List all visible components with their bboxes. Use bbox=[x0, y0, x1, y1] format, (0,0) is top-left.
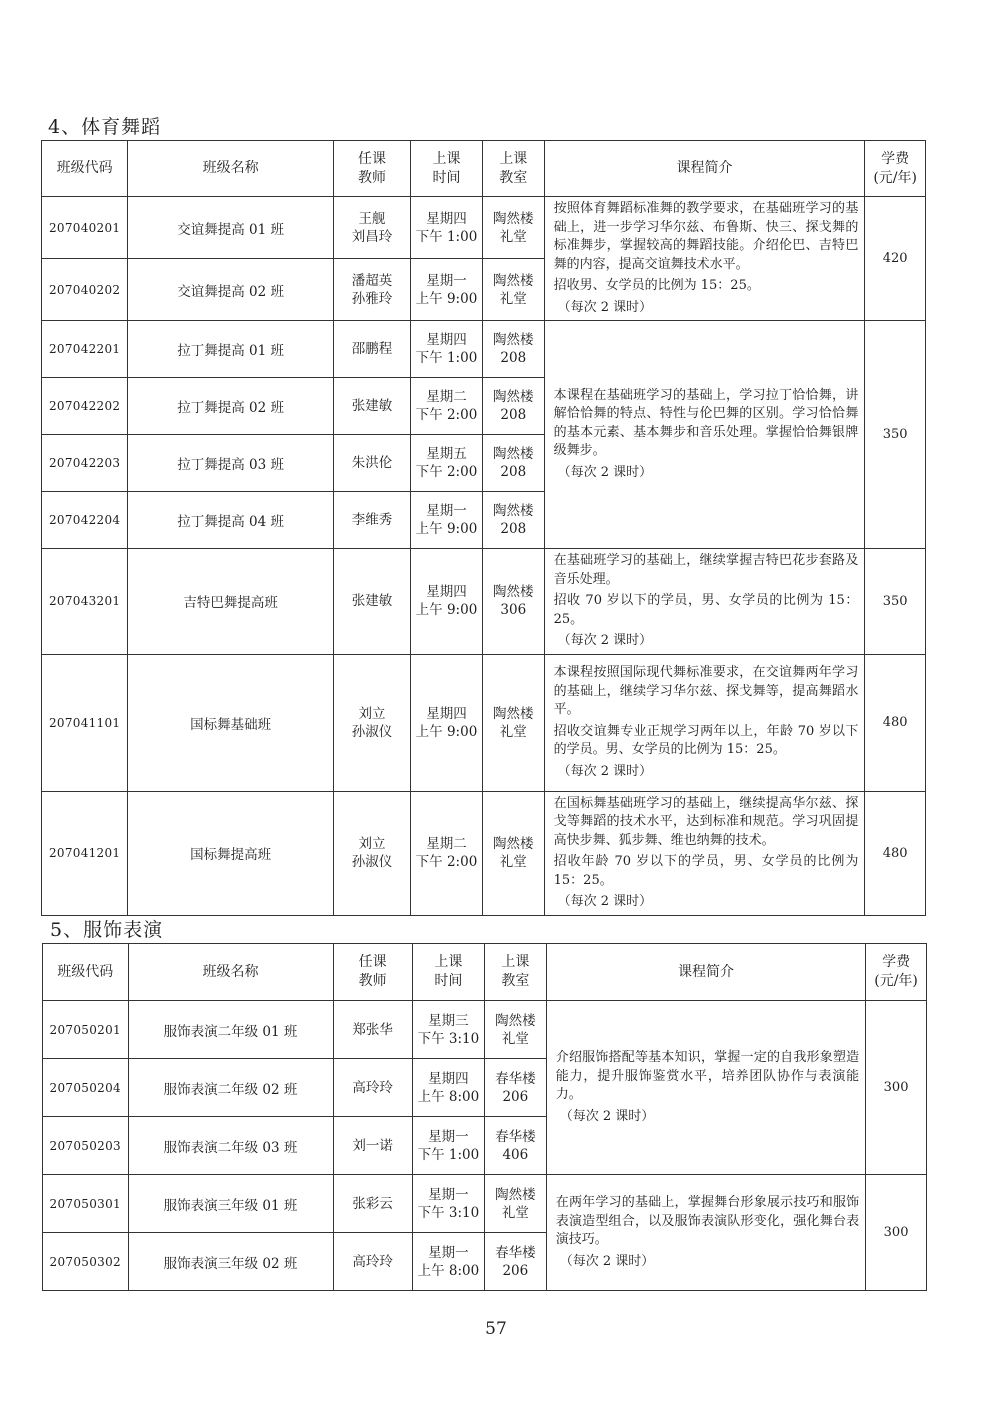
course-intro-paragraph: 招收交谊舞专业正规学习两年以上，年龄 70 岁以下的学员。男、女学员的比例为 15：25。 bbox=[553, 723, 859, 757]
class-time-cell-line: 星期一 bbox=[426, 272, 467, 289]
table-header-row bbox=[42, 141, 926, 197]
teacher-cell bbox=[333, 654, 410, 791]
table-row bbox=[42, 654, 926, 791]
header-fee: 学费 (元/年) bbox=[865, 141, 926, 197]
section-title-fashion-show: 5、服饰表演 bbox=[50, 919, 164, 941]
class-code-cell: 207042203 bbox=[42, 435, 128, 492]
class-time-cell-line: 星期四 bbox=[428, 1070, 469, 1087]
class-time-cell-line: 下午 1:00 bbox=[415, 228, 478, 245]
course-intro-cell bbox=[546, 1175, 865, 1291]
classroom-cell bbox=[484, 1001, 546, 1059]
classroom-cell bbox=[484, 1233, 546, 1291]
table-row bbox=[43, 1001, 927, 1059]
header-class-code: 班级代码 bbox=[43, 944, 129, 1001]
class-code-cell: 207042202 bbox=[42, 378, 128, 435]
class-time-cell bbox=[411, 654, 483, 791]
course-intro-cell bbox=[546, 1001, 865, 1175]
course-intro-note: （每次 2 课时） bbox=[557, 464, 653, 480]
classroom-cell-line: 208 bbox=[500, 407, 527, 423]
course-intro-paragraph: 在基础班学习的基础上，继续掌握吉特巴花步套路及音乐处理。 bbox=[553, 553, 859, 587]
teacher-cell-line: 高玲玲 bbox=[352, 1079, 393, 1096]
course-intro-paragraph: 招收男、女学员的比例为 15：25。 bbox=[553, 278, 760, 293]
class-time-cell-line: 上午 9:00 bbox=[415, 723, 478, 740]
header-room: 上课 教室 bbox=[482, 141, 544, 197]
table-row bbox=[43, 1175, 927, 1233]
classroom-cell-line: 陶然楼 bbox=[495, 1186, 536, 1203]
classroom-cell-line: 208 bbox=[500, 464, 527, 480]
classroom-cell-line: 礼堂 bbox=[501, 1030, 529, 1047]
table-row bbox=[42, 197, 926, 259]
teacher-cell bbox=[333, 378, 410, 435]
classroom-cell-line: 春华楼 bbox=[495, 1128, 536, 1145]
course-intro-paragraph: 本课程按照国际现代舞标准要求，在交谊舞两年学习的基础上，继续学习华尔兹、探戈舞等，提高舞蹈水平。 bbox=[553, 665, 859, 717]
teacher-cell-line: 郑张华 bbox=[352, 1021, 393, 1038]
class-code-cell: 207040202 bbox=[42, 259, 128, 321]
classroom-cell-line: 礼堂 bbox=[499, 854, 527, 870]
classroom-cell-line: 208 bbox=[500, 521, 527, 537]
tuition-fee-cell: 300 bbox=[866, 1001, 927, 1175]
class-name-cell: 拉丁舞提高 01 班 bbox=[128, 321, 334, 378]
class-time-cell-line: 星期五 bbox=[426, 446, 467, 462]
class-time-cell-line: 上午 9:00 bbox=[415, 602, 478, 619]
teacher-cell bbox=[333, 492, 410, 549]
header-class-name: 班级名称 bbox=[128, 944, 333, 1001]
course-intro-paragraph: 在两年学习的基础上，掌握舞台形象展示技巧和服饰表演造型组合，以及服饰表演队形变化，强化舞台表演技巧。 bbox=[555, 1195, 860, 1247]
class-time-cell-line: 下午 3:10 bbox=[417, 1204, 480, 1221]
section-title-sports-dance: 4、体育舞蹈 bbox=[48, 116, 162, 138]
class-time-cell bbox=[411, 197, 483, 259]
class-name-cell: 服饰表演二年级 01 班 bbox=[128, 1001, 333, 1059]
course-intro-paragraph: 按照体育舞蹈标准舞的教学要求，在基础班学习的基础上，进一步学习华尔兹、布鲁斯、快三、探戈舞的标准舞步，掌握较高的舞蹈技能。介绍伦巴、吉特巴舞的内容，提高交谊舞技术水平。 bbox=[553, 201, 859, 272]
class-code-cell: 207050201 bbox=[43, 1001, 129, 1059]
header-class-name: 班级名称 bbox=[128, 141, 334, 197]
teacher-cell bbox=[333, 791, 410, 915]
class-name-cell: 国标舞提高班 bbox=[128, 791, 334, 915]
class-name-cell: 拉丁舞提高 02 班 bbox=[128, 378, 334, 435]
course-intro-note: （每次 2 课时） bbox=[559, 1108, 655, 1124]
teacher-cell bbox=[333, 1001, 412, 1059]
teacher-cell-line: 张建敏 bbox=[351, 398, 393, 414]
class-time-cell bbox=[411, 259, 483, 321]
classroom-cell-line: 206 bbox=[502, 1262, 529, 1279]
course-intro-note: （每次 2 课时） bbox=[557, 299, 653, 315]
classroom-cell bbox=[484, 1059, 546, 1117]
class-code-cell: 207041101 bbox=[42, 654, 128, 791]
class-time-cell-line: 星期四 bbox=[426, 332, 467, 348]
header-fee: 学费 (元/年) bbox=[866, 944, 927, 1001]
teacher-cell-line: 孙淑仪 bbox=[351, 854, 393, 870]
tuition-fee-cell: 480 bbox=[865, 654, 926, 791]
teacher-cell-line: 张彩云 bbox=[352, 1195, 393, 1212]
teacher-cell bbox=[333, 1233, 412, 1291]
teacher-cell bbox=[333, 1175, 412, 1233]
teacher-cell-line: 王舰 bbox=[358, 210, 386, 227]
classroom-cell bbox=[484, 1175, 546, 1233]
classroom-cell bbox=[482, 791, 544, 915]
teacher-cell-line: 刘立 bbox=[358, 836, 386, 852]
classroom-cell bbox=[482, 197, 544, 259]
table-row bbox=[42, 791, 926, 915]
class-time-cell bbox=[412, 1233, 484, 1291]
class-time-cell-line: 下午 3:10 bbox=[417, 1030, 480, 1047]
tuition-fee-cell: 350 bbox=[865, 549, 926, 655]
class-time-cell bbox=[412, 1117, 484, 1175]
teacher-cell-line: 刘昌玲 bbox=[351, 228, 393, 245]
class-time-cell bbox=[411, 378, 483, 435]
teacher-cell-line: 张建敏 bbox=[351, 593, 393, 610]
classroom-cell bbox=[482, 378, 544, 435]
course-intro-note: （每次 2 课时） bbox=[557, 633, 653, 648]
class-time-cell-line: 星期一 bbox=[428, 1244, 469, 1261]
classroom-cell-line: 礼堂 bbox=[501, 1204, 529, 1221]
course-intro-paragraph: 招收年龄 70 岁以下的学员，男、女学员的比例为 15：25。 bbox=[553, 854, 859, 888]
header-class-code: 班级代码 bbox=[42, 141, 128, 197]
class-time-cell-line: 上午 8:00 bbox=[417, 1088, 480, 1105]
classroom-cell-line: 陶然楼 bbox=[493, 446, 534, 462]
class-time-cell-line: 星期四 bbox=[426, 584, 467, 601]
class-time-cell bbox=[412, 1175, 484, 1233]
teacher-cell bbox=[333, 321, 410, 378]
class-name-cell: 拉丁舞提高 03 班 bbox=[128, 435, 334, 492]
class-name-cell: 国标舞基础班 bbox=[128, 654, 334, 791]
course-intro-note: （每次 2 课时） bbox=[557, 763, 653, 779]
class-code-cell: 207042201 bbox=[42, 321, 128, 378]
class-name-cell: 吉特巴舞提高班 bbox=[128, 549, 334, 655]
class-time-cell-line: 星期一 bbox=[428, 1186, 469, 1203]
teacher-cell-line: 孙淑仪 bbox=[351, 723, 393, 740]
class-code-cell: 207042204 bbox=[42, 492, 128, 549]
header-room: 上课 教室 bbox=[484, 944, 546, 1001]
teacher-cell-line: 李维秀 bbox=[351, 512, 393, 528]
classroom-cell bbox=[484, 1117, 546, 1175]
header-teacher: 任课 教师 bbox=[333, 944, 412, 1001]
class-name-cell: 服饰表演二年级 02 班 bbox=[128, 1059, 333, 1117]
table-row bbox=[42, 321, 926, 378]
classroom-cell-line: 206 bbox=[502, 1088, 529, 1105]
class-time-cell bbox=[412, 1001, 484, 1059]
teacher-cell-line: 朱洪伦 bbox=[351, 455, 393, 471]
teacher-cell-line: 邵鹏程 bbox=[351, 341, 393, 357]
class-time-cell-line: 星期四 bbox=[426, 705, 467, 722]
course-intro-paragraph: 本课程在基础班学习的基础上，学习拉丁恰恰舞，讲解恰恰舞的特点、特性与伦巴舞的区别。学习恰恰舞的基本元素、基本舞步和音乐处理。掌握恰恰舞银牌级舞步。 bbox=[553, 387, 859, 459]
classroom-cell-line: 陶然楼 bbox=[493, 836, 534, 852]
course-intro-cell bbox=[544, 791, 865, 915]
class-name-cell: 服饰表演二年级 03 班 bbox=[128, 1117, 333, 1175]
classroom-cell-line: 陶然楼 bbox=[493, 272, 534, 289]
classroom-cell-line: 春华楼 bbox=[495, 1070, 536, 1087]
class-time-cell-line: 上午 9:00 bbox=[415, 521, 478, 537]
teacher-cell-line: 潘超英 bbox=[351, 272, 393, 289]
class-code-cell: 207050204 bbox=[43, 1059, 129, 1117]
teacher-cell bbox=[333, 259, 410, 321]
course-intro-note: （每次 2 课时） bbox=[559, 1253, 655, 1269]
course-intro-cell bbox=[544, 654, 865, 791]
teacher-cell-line: 孙雅玲 bbox=[351, 290, 393, 307]
class-time-cell bbox=[411, 492, 483, 549]
class-name-cell: 拉丁舞提高 04 班 bbox=[128, 492, 334, 549]
fashion-show-table bbox=[42, 943, 927, 1291]
sports-dance-table bbox=[41, 140, 926, 916]
class-time-cell-line: 下午 2:00 bbox=[415, 407, 478, 423]
classroom-cell-line: 陶然楼 bbox=[493, 210, 534, 227]
page-number: 57 bbox=[485, 1319, 507, 1339]
class-time-cell-line: 星期一 bbox=[428, 1128, 469, 1145]
class-name-cell: 交谊舞提高 02 班 bbox=[128, 259, 334, 321]
class-time-cell-line: 星期二 bbox=[426, 836, 467, 852]
teacher-cell bbox=[333, 549, 410, 655]
header-intro: 课程简介 bbox=[544, 141, 865, 197]
class-time-cell-line: 下午 1:00 bbox=[417, 1146, 480, 1163]
class-time-cell bbox=[411, 549, 483, 655]
course-intro-paragraph: 介绍服饰搭配等基本知识，掌握一定的自我形象塑造能力，提升服饰鉴赏水平，培养团队协作与表演能力。 bbox=[555, 1050, 860, 1102]
classroom-cell bbox=[482, 435, 544, 492]
teacher-cell bbox=[333, 1059, 412, 1117]
classroom-cell-line: 306 bbox=[500, 602, 527, 619]
classroom-cell-line: 陶然楼 bbox=[493, 503, 534, 519]
class-time-cell-line: 星期四 bbox=[426, 210, 467, 227]
class-time-cell-line: 星期二 bbox=[426, 389, 467, 405]
classroom-cell bbox=[482, 259, 544, 321]
class-time-cell bbox=[411, 435, 483, 492]
teacher-cell-line: 刘立 bbox=[358, 705, 386, 722]
classroom-cell-line: 陶然楼 bbox=[495, 1012, 536, 1029]
header-intro: 课程简介 bbox=[546, 944, 865, 1001]
course-intro-note: （每次 2 课时） bbox=[557, 894, 653, 909]
classroom-cell bbox=[482, 654, 544, 791]
teacher-cell bbox=[333, 435, 410, 492]
class-time-cell bbox=[411, 321, 483, 378]
class-name-cell: 交谊舞提高 01 班 bbox=[128, 197, 334, 259]
classroom-cell-line: 陶然楼 bbox=[493, 389, 534, 405]
teacher-cell bbox=[333, 197, 410, 259]
header-time: 上课 时间 bbox=[412, 944, 484, 1001]
classroom-cell-line: 春华楼 bbox=[495, 1244, 536, 1261]
class-name-cell: 服饰表演三年级 02 班 bbox=[128, 1233, 333, 1291]
tuition-fee-cell: 300 bbox=[866, 1175, 927, 1291]
class-time-cell-line: 下午 2:00 bbox=[415, 464, 478, 480]
class-time-cell-line: 上午 8:00 bbox=[417, 1262, 480, 1279]
class-time-cell-line: 星期三 bbox=[428, 1012, 469, 1029]
classroom-cell-line: 陶然楼 bbox=[493, 705, 534, 722]
classroom-cell-line: 陶然楼 bbox=[493, 332, 534, 348]
classroom-cell-line: 礼堂 bbox=[499, 228, 527, 245]
tuition-fee-cell: 420 bbox=[865, 197, 926, 321]
classroom-cell bbox=[482, 549, 544, 655]
classroom-cell-line: 406 bbox=[502, 1146, 529, 1163]
class-code-cell: 207041201 bbox=[42, 791, 128, 915]
classroom-cell-line: 208 bbox=[500, 350, 527, 366]
classroom-cell bbox=[482, 492, 544, 549]
header-time: 上课 时间 bbox=[411, 141, 483, 197]
class-code-cell: 207043201 bbox=[42, 549, 128, 655]
teacher-cell bbox=[333, 1117, 412, 1175]
class-time-cell bbox=[412, 1059, 484, 1117]
class-code-cell: 207050302 bbox=[43, 1233, 129, 1291]
classroom-cell-line: 陶然楼 bbox=[493, 584, 534, 601]
class-code-cell: 207040201 bbox=[42, 197, 128, 259]
course-intro-paragraph: 在国标舞基础班学习的基础上，继续提高华尔兹、探戈等舞蹈的技术水平，达到标准和规范。学习巩固提高快步舞、狐步舞、维也纳舞的技术。 bbox=[553, 795, 859, 848]
class-time-cell-line: 下午 1:00 bbox=[415, 350, 478, 366]
class-time-cell-line: 下午 2:00 bbox=[415, 854, 478, 870]
class-time-cell-line: 上午 9:00 bbox=[415, 290, 478, 307]
class-time-cell-line: 星期一 bbox=[426, 503, 467, 519]
course-intro-cell bbox=[544, 321, 865, 549]
teacher-cell-line: 高玲玲 bbox=[352, 1253, 393, 1270]
course-intro-cell bbox=[544, 549, 865, 655]
classroom-cell-line: 礼堂 bbox=[499, 723, 527, 740]
class-code-cell: 207050203 bbox=[43, 1117, 129, 1175]
table-header-row bbox=[43, 944, 927, 1001]
class-code-cell: 207050301 bbox=[43, 1175, 129, 1233]
header-teacher: 任课 教师 bbox=[333, 141, 410, 197]
course-intro-paragraph: 招收 70 岁以下的学员，男、女学员的比例为 15：25。 bbox=[553, 593, 859, 627]
classroom-cell-line: 礼堂 bbox=[499, 290, 527, 307]
table-row bbox=[42, 549, 926, 655]
class-time-cell bbox=[411, 791, 483, 915]
classroom-cell bbox=[482, 321, 544, 378]
class-name-cell: 服饰表演三年级 01 班 bbox=[128, 1175, 333, 1233]
teacher-cell-line: 刘一诺 bbox=[352, 1137, 393, 1154]
tuition-fee-cell: 480 bbox=[865, 791, 926, 915]
tuition-fee-cell: 350 bbox=[865, 321, 926, 549]
course-intro-cell bbox=[544, 197, 865, 321]
